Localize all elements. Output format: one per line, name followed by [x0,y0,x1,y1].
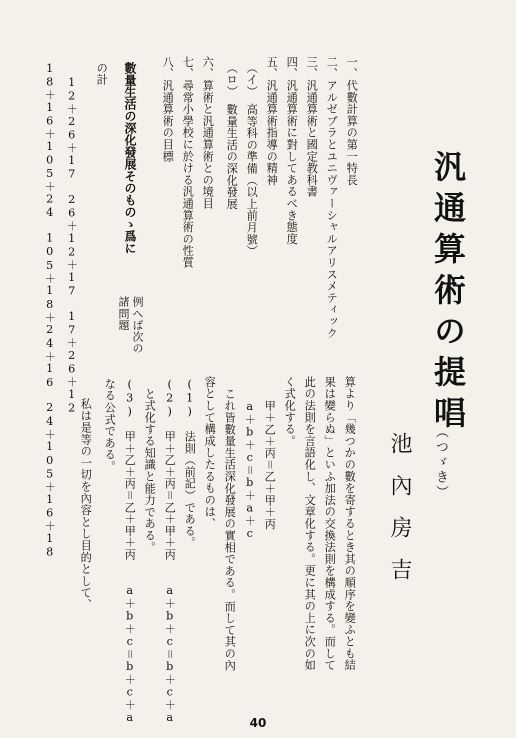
section-heading: 數量生活の深化發展そのものゝ爲に [123,62,137,254]
toc-subitem: （イ） 高等科の準備（以上前月號） [245,62,259,257]
article-title: 汎通算術の提唱 [429,150,467,437]
toc-item: 五、汎通算術指導の精神 [265,56,279,186]
sums-line: 12＋26＋17 26＋12＋17 17＋26＋12 [65,76,79,416]
body-formula: 甲＋乙＋丙＝乙＋甲＋丙 [263,400,277,530]
body-line: なる公式である。 [103,378,117,473]
toc-subitem: （ロ） 數量生活の深化發展 [225,62,239,210]
body-list-item: (2) 甲＋乙＋丙＝乙＋甲＋丙 a＋b＋c＝b＋c＋a [163,378,177,725]
toc-item: 三、汎通算術と國定教科書 [305,56,319,198]
body-list-item: (1) 法則（前記）である。 [183,378,197,549]
body-line: 私は是等の一切を內容とし目的として、 [79,398,93,611]
toc-item: 二、アルゼブラとユニヴァーシャルアリスメティック [325,56,339,340]
article-subtitle: （つゞき） [433,425,448,500]
toc-item: 一、代數計算の第一特長 [345,56,359,186]
toc-item: 四、汎通算術に對してあるべき態度 [285,56,299,245]
article-author: 池內房吉 [387,432,412,600]
toc-item: 六、算術と汎通算術との境目 [201,56,215,210]
section-subheading: 例へば次の諸問題 [117,296,144,354]
body-line: く式化する。 [283,376,297,447]
toc-item: 七、尋常小學校に於ける汎通算術の性質 [181,56,195,269]
sums-label: の計 [95,62,109,86]
body-line: 容として構成したるものは、 [203,376,217,530]
body-line: 果は變らぬ」といふ加法の交換法則を構成する。而して [323,376,337,671]
page-number: 40 [249,716,267,730]
sums-line: 18＋16＋105＋24 105＋18＋24＋16 24＋105＋16＋18 [43,62,57,559]
body-line: これ皆數量生活深化發展の實相である。而して其の內 [223,388,237,672]
toc-item: 八、汎通算術の目標 [161,56,175,163]
body-list-item: (3) 甲＋乙＋丙＝乙＋甲＋丙 a＋b＋c＝b＋c＋a [123,378,137,725]
body-line: 此の法則を言語化し、文章化する。更に其の上に次の如 [303,376,317,671]
body-formula: a＋b＋c＝b＋a＋c [243,400,257,541]
body-line: 算より「幾つかの數を寄するとき其の順序を變ふとも結 [343,376,357,671]
body-line: と式化する知識と能力である。 [143,388,157,554]
